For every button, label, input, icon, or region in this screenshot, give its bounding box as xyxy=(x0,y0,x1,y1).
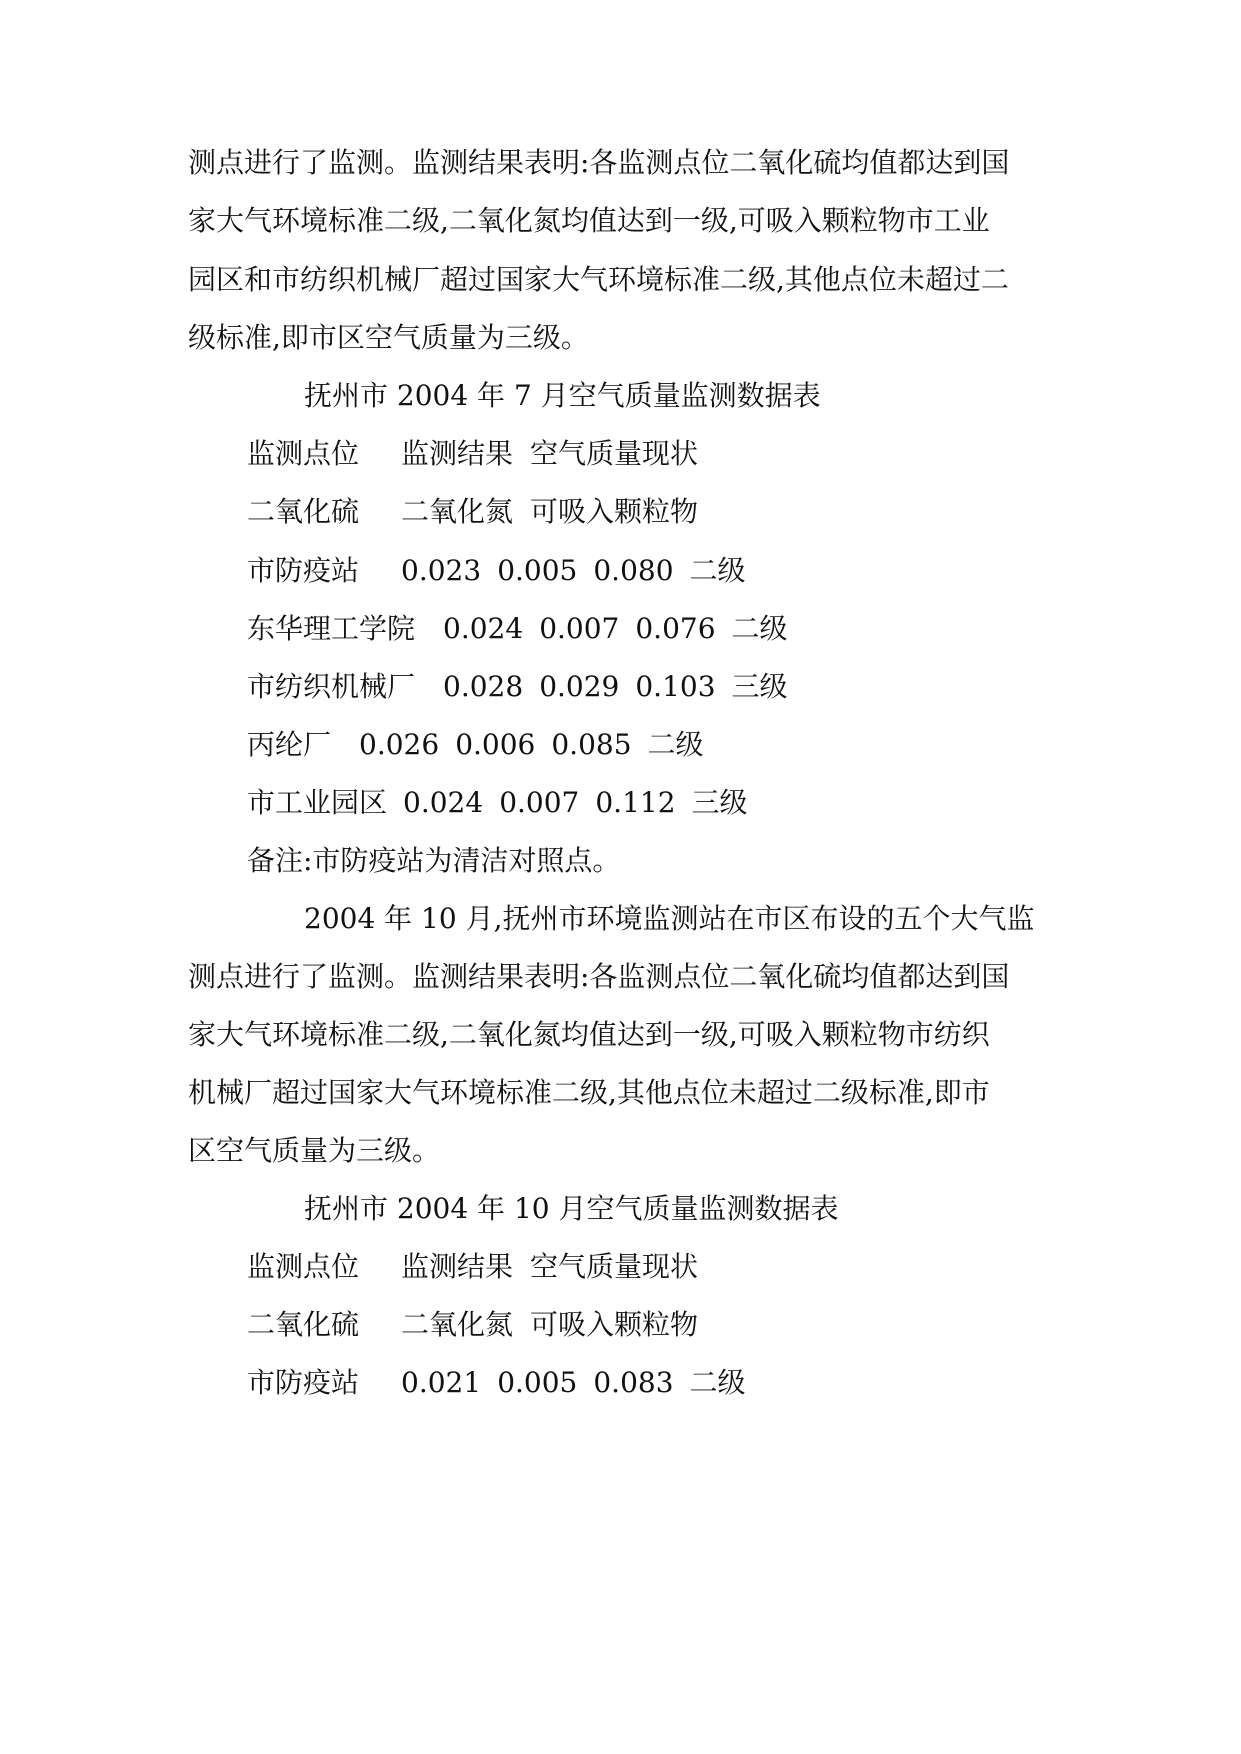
row-no2: 0.006 xyxy=(455,728,536,761)
row-pm10: 0.080 xyxy=(593,554,674,587)
row-site: 市防疫站 xyxy=(247,554,360,587)
row-no2: 0.029 xyxy=(539,670,620,703)
table-row xyxy=(247,725,704,765)
row-grade: 二级 xyxy=(731,612,788,645)
header-cell: 可吸入颗粒物 xyxy=(530,495,699,528)
row-grade: 二级 xyxy=(689,554,746,587)
paragraph-line: 家大气环境标准二级,二氧化氮均值达到一级,可吸入颗粒物市工业 xyxy=(188,204,990,237)
table-row xyxy=(247,551,746,591)
paragraph-line: 家大气环境标准二级,二氧化氮均值达到一级,可吸入颗粒物市纺织 xyxy=(188,1018,990,1051)
table-header-row xyxy=(247,492,698,532)
row-grade: 二级 xyxy=(647,728,704,761)
row-no2: 0.007 xyxy=(499,786,580,819)
paragraph-line: 区空气质量为三级。 xyxy=(188,1134,441,1167)
row-no2: 0.005 xyxy=(497,1366,578,1399)
table-row xyxy=(247,1363,746,1403)
paragraph-line: 级标准,即市区空气质量为三级。 xyxy=(188,321,589,354)
table-header-row xyxy=(247,1305,698,1345)
header-cell: 二氧化氮 xyxy=(401,1308,514,1341)
table-header-row xyxy=(247,434,698,474)
row-pm10: 0.103 xyxy=(635,670,716,703)
row-site: 丙纶厂 xyxy=(247,728,332,761)
row-so2: 0.028 xyxy=(443,670,524,703)
paragraph-line: 机械厂超过国家大气环境标准二级,其他点位未超过二级标准,即市 xyxy=(188,1076,990,1109)
row-site: 市工业园区 xyxy=(247,786,388,819)
paragraph-line: 2004 年 10 月,抚州市环境监测站在市区布设的五个大气监 xyxy=(304,902,1035,935)
header-cell: 可吸入颗粒物 xyxy=(530,1308,699,1341)
row-pm10: 0.083 xyxy=(593,1366,674,1399)
row-so2: 0.024 xyxy=(443,612,524,645)
table-caption: 抚州市 2004 年 10 月空气质量监测数据表 xyxy=(304,1192,839,1225)
row-site: 东华理工学院 xyxy=(247,612,416,645)
row-no2: 0.005 xyxy=(497,554,578,587)
table-caption: 抚州市 2004 年 7 月空气质量监测数据表 xyxy=(304,379,821,412)
row-pm10: 0.076 xyxy=(635,612,716,645)
header-cell: 监测点位 xyxy=(247,1250,360,1283)
row-so2: 0.023 xyxy=(401,554,482,587)
paragraph-line: 园区和市纺织机械厂超过国家大气环境标准二级,其他点位未超过二 xyxy=(188,263,1009,296)
header-cell: 二氧化硫 xyxy=(247,1308,360,1341)
header-cell: 监测结果 xyxy=(401,1250,514,1283)
table-header-row xyxy=(247,1247,698,1287)
paragraph-line: 测点进行了监测。监测结果表明:各监测点位二氧化硫均值都达到国 xyxy=(188,146,1010,179)
table-note: 备注:市防疫站为清洁对照点。 xyxy=(247,844,621,877)
header-cell: 空气质量现状 xyxy=(530,1250,699,1283)
table-row xyxy=(247,609,788,649)
row-grade: 三级 xyxy=(731,670,788,703)
row-site: 市纺织机械厂 xyxy=(247,670,416,703)
table-row xyxy=(247,783,748,823)
row-grade: 二级 xyxy=(689,1366,746,1399)
row-pm10: 0.112 xyxy=(595,786,676,819)
row-so2: 0.024 xyxy=(403,786,484,819)
header-cell: 二氧化氮 xyxy=(401,495,514,528)
header-cell: 监测结果 xyxy=(401,437,514,470)
row-so2: 0.021 xyxy=(401,1366,482,1399)
row-so2: 0.026 xyxy=(359,728,440,761)
row-grade: 三级 xyxy=(691,786,748,819)
table-row xyxy=(247,667,788,707)
header-cell: 空气质量现状 xyxy=(530,437,699,470)
row-pm10: 0.085 xyxy=(551,728,632,761)
header-cell: 监测点位 xyxy=(247,437,360,470)
row-no2: 0.007 xyxy=(539,612,620,645)
row-site: 市防疫站 xyxy=(247,1366,360,1399)
header-cell: 二氧化硫 xyxy=(247,495,360,528)
paragraph-line: 测点进行了监测。监测结果表明:各监测点位二氧化硫均值都达到国 xyxy=(188,960,1010,993)
